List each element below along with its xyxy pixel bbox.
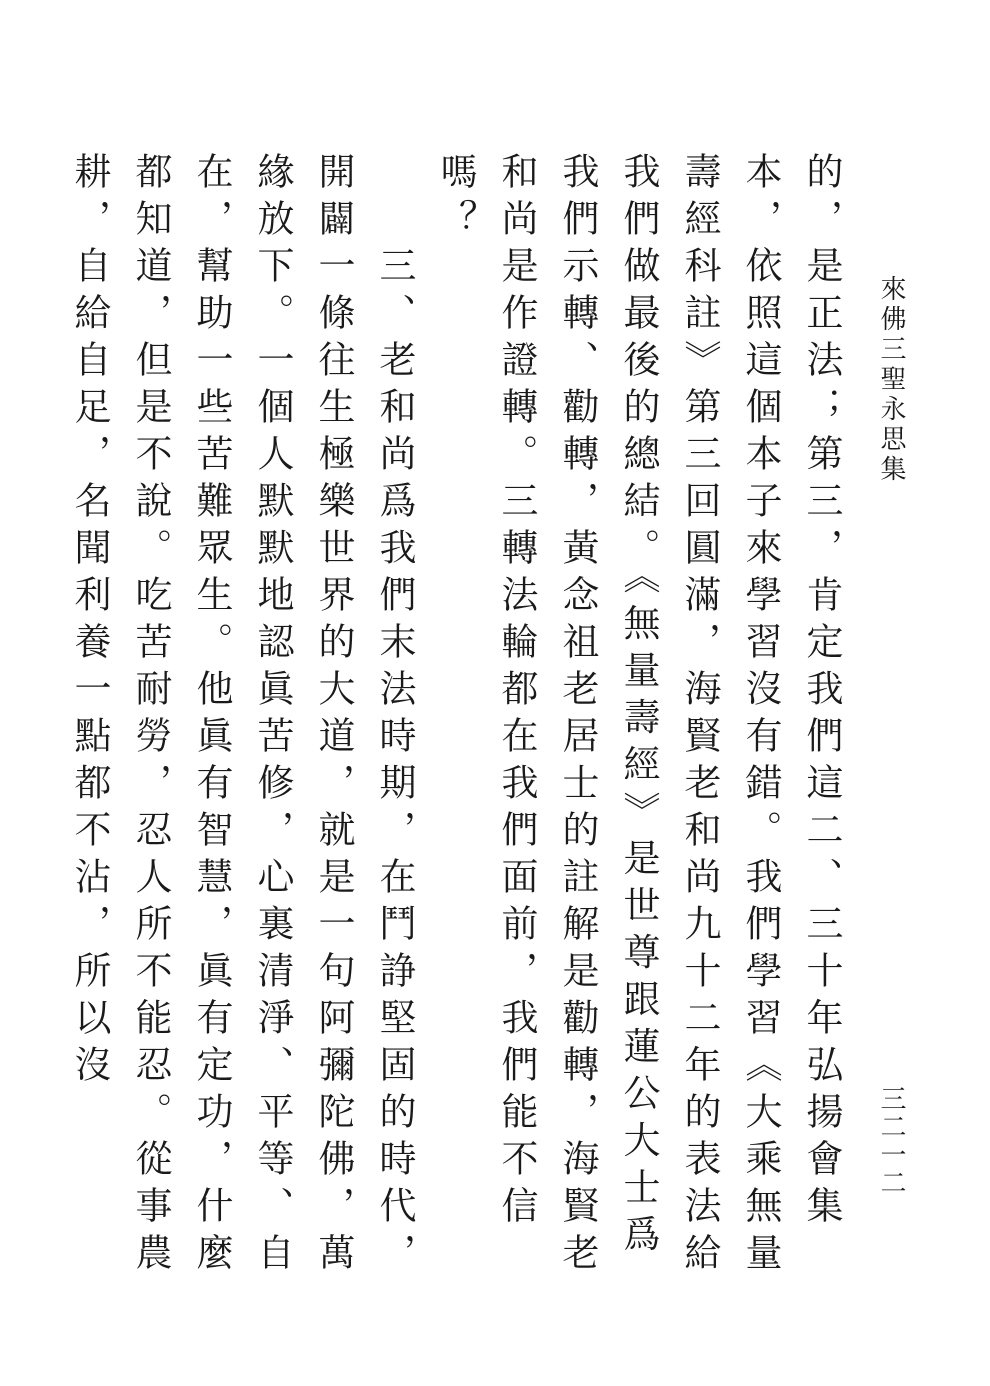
- paragraph-point-three: 三、老和尚爲我們末法時期，在鬥諍堅固的時代，開闢一條往生極樂世界的大道，就是一句阿彌陀佛，萬緣放下。一個人默默地認眞苦修，心裏清淨、平等、自在，幫助一些苦難眾生。他眞有智慧，眞有定功，什麼都知道，但是不說。吃苦耐勞，忍人所不能忍。從事農耕，自給自足，名聞利養一點都不沾，所以沒: [68, 152, 416, 1280]
- paragraph-continuation: 的，是正法；第三，肯定我們這二、三十年弘揚會集本，依照這個本子來學習沒有錯。我們學習《大乘無量壽經科註》第三回圓滿，海賢老和尚九十二年的表法給我們做最後的總結。《無量壽經》是世尊跟蓮公大士爲我們示轉、勸轉，黃念祖老居士的註解是勸轉，海賢老和尚是作證轉。三轉法輪都在我們面前，我們能不信嗎？: [434, 152, 843, 1280]
- page-number: 三二一二: [876, 1085, 906, 1197]
- running-header-book-title: 來佛三聖永思集: [876, 275, 906, 485]
- body-text: [59, 152, 852, 1292]
